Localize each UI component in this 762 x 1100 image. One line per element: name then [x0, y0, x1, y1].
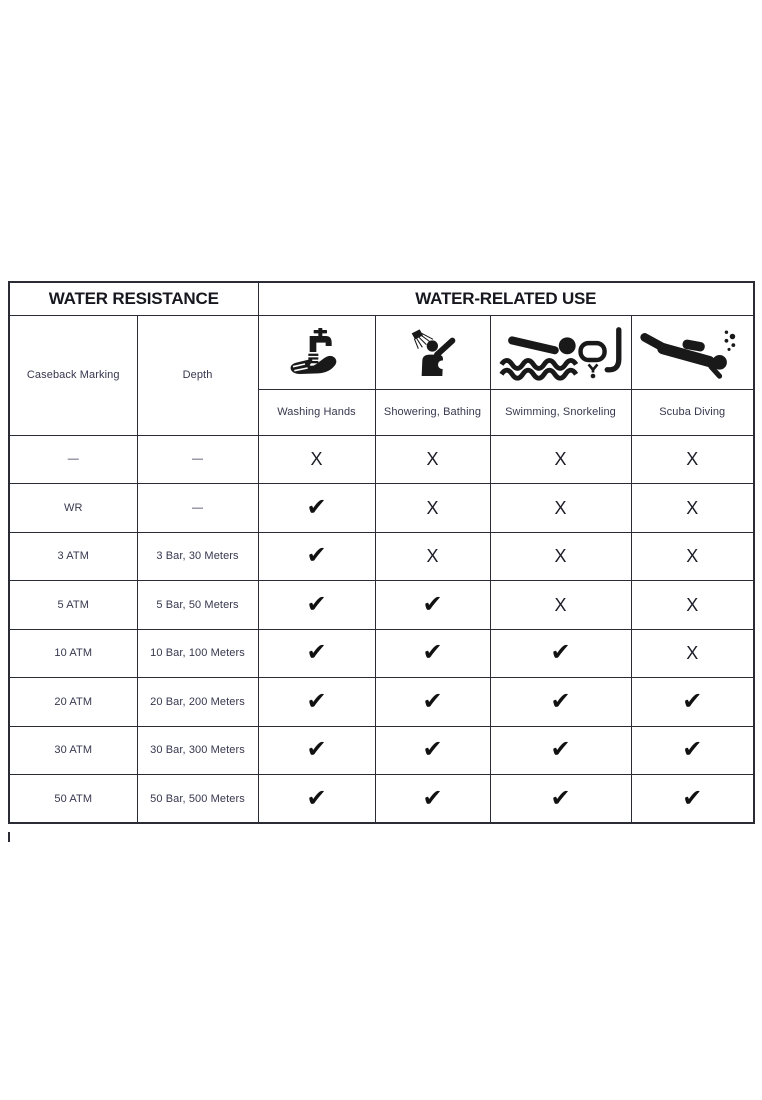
depth-cell: 10 Bar, 100 Meters: [137, 629, 258, 678]
x-mark: X: [631, 629, 754, 678]
x-mark: X: [490, 484, 631, 533]
swimming-snorkeling-label: Swimming, Snorkeling: [490, 389, 631, 435]
depth-column-header: Depth: [137, 315, 258, 435]
check-mark: ✔: [258, 532, 375, 581]
check-mark: ✔: [631, 775, 754, 824]
x-mark: X: [375, 532, 490, 581]
check-mark: ✔: [375, 678, 490, 727]
caseback-marking-cell: 30 ATM: [9, 726, 137, 775]
scuba-diving-icon: [634, 321, 750, 383]
table-edge-artifact: [8, 832, 10, 842]
water-resistance-header: WATER RESISTANCE: [9, 282, 258, 315]
water-related-use-header: WATER-RELATED USE: [258, 282, 754, 315]
caseback-marking-cell: 10 ATM: [9, 629, 137, 678]
check-mark: ✔: [631, 678, 754, 727]
swimming-snorkeling-icon-cell: [490, 315, 631, 389]
caseback-marking-cell: 3 ATM: [9, 532, 137, 581]
depth-cell: 3 Bar, 30 Meters: [137, 532, 258, 581]
caseback-marking-cell: —: [9, 435, 137, 484]
check-mark: ✔: [375, 726, 490, 775]
check-mark: ✔: [258, 484, 375, 533]
x-mark: X: [490, 581, 631, 630]
x-mark: X: [258, 435, 375, 484]
scuba-diving-label: Scuba Diving: [631, 389, 754, 435]
check-mark: ✔: [258, 581, 375, 630]
check-mark: ✔: [375, 581, 490, 630]
table-row: [9, 532, 754, 581]
scuba-diving-icon-cell: [631, 315, 754, 389]
check-mark: ✔: [258, 629, 375, 678]
x-mark: X: [631, 532, 754, 581]
check-mark: ✔: [490, 629, 631, 678]
table-row: [9, 775, 754, 824]
check-mark: ✔: [258, 678, 375, 727]
check-mark: ✔: [631, 726, 754, 775]
water-resistance-table: [8, 281, 755, 824]
check-mark: ✔: [375, 629, 490, 678]
depth-cell: 50 Bar, 500 Meters: [137, 775, 258, 824]
depth-cell: 5 Bar, 50 Meters: [137, 581, 258, 630]
check-mark: ✔: [490, 775, 631, 824]
showering-bathing-icon: [401, 325, 465, 379]
depth-cell: 20 Bar, 200 Meters: [137, 678, 258, 727]
x-mark: X: [631, 484, 754, 533]
icon-row: [9, 315, 754, 389]
swimming-snorkeling-icon: [494, 320, 628, 384]
caseback-marking-cell: WR: [9, 484, 137, 533]
table-row: [9, 678, 754, 727]
table-row: [9, 629, 754, 678]
depth-cell: —: [137, 435, 258, 484]
depth-cell: 30 Bar, 300 Meters: [137, 726, 258, 775]
showering-bathing-icon-cell: [375, 315, 490, 389]
caseback-marking-cell: 20 ATM: [9, 678, 137, 727]
check-mark: ✔: [490, 678, 631, 727]
depth-cell: —: [137, 484, 258, 533]
washing-hands-label: Washing Hands: [258, 389, 375, 435]
check-mark: ✔: [375, 775, 490, 824]
check-mark: ✔: [258, 726, 375, 775]
x-mark: X: [631, 435, 754, 484]
table-row: [9, 484, 754, 533]
table-row: [9, 726, 754, 775]
x-mark: X: [490, 532, 631, 581]
x-mark: X: [375, 435, 490, 484]
table-header-row: [9, 282, 754, 315]
x-mark: X: [490, 435, 631, 484]
check-mark: ✔: [258, 775, 375, 824]
check-mark: ✔: [490, 726, 631, 775]
caseback-marking-column-header: Caseback Marking: [9, 315, 137, 435]
washing-hands-icon: [285, 325, 349, 379]
table-row: [9, 581, 754, 630]
showering-bathing-label: Showering, Bathing: [375, 389, 490, 435]
caseback-marking-cell: 5 ATM: [9, 581, 137, 630]
x-mark: X: [631, 581, 754, 630]
x-mark: X: [375, 484, 490, 533]
table-row: [9, 435, 754, 484]
caseback-marking-cell: 50 ATM: [9, 775, 137, 824]
water-resistance-table-wrap: [8, 281, 755, 824]
washing-hands-icon-cell: [258, 315, 375, 389]
